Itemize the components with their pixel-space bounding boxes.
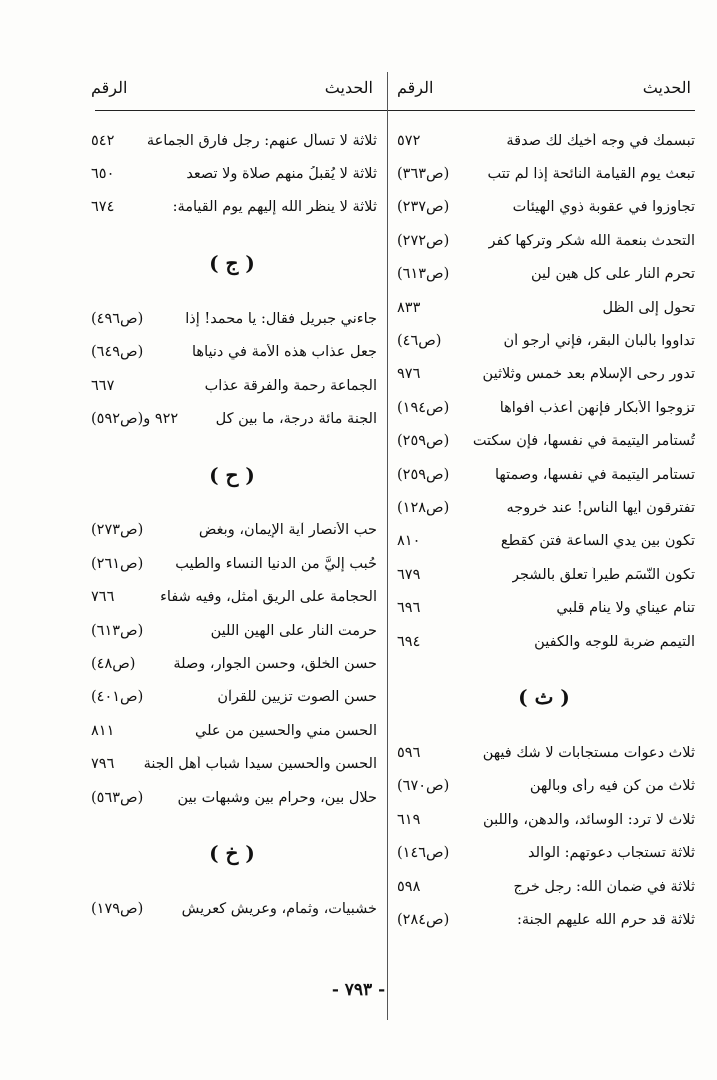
- number-header: الرقم: [397, 78, 434, 97]
- index-entry: جعل عذاب هذه الأمة في دنياها (ص٦٤٩): [91, 344, 377, 361]
- left-column: [87, 70, 377, 926]
- index-entry: تفترقون أيها الناس! عند خروجه (ص١٢٨): [397, 499, 695, 516]
- right-column-header: [393, 70, 695, 106]
- index-entry: تكون النَّسَم طيراً تعلق بالشجر ٦٧٩: [397, 566, 695, 583]
- index-entry: تحول إلى الظل ٨٣٣: [397, 299, 695, 316]
- index-entry: ثلاثة لا تسأل عنهم: رجل فارق الجماعة ٥٤٢: [91, 132, 377, 149]
- index-entry: حرمت النار على الهين اللين (ص٦١٣): [91, 622, 377, 639]
- index-entry: الحسن مني والحسين من علي ٨١١: [91, 722, 377, 739]
- left-column-entries: [87, 124, 377, 926]
- index-entry: خشبيات، وثمام، وعريش كعريش (ص١٧٩): [91, 900, 377, 917]
- page-number: - ٧٩٣ -: [331, 980, 386, 1000]
- index-entry: ثلاثة في ضمان الله: رجل خرج ٥٩٨: [397, 878, 695, 895]
- index-entry: تُستأمر اليتيمة في نفسها، فإن سكتت (ص٢٥٩): [397, 433, 695, 450]
- index-entry: تجاوزوا في عقوبة ذوي الهيئات (ص٢٣٧): [397, 199, 695, 216]
- index-entry: ثلاثة لا ينظر الله إليهم يوم القيامة: ٦٧٤: [91, 199, 377, 216]
- index-entry: تنام عيناي ولا ينام قلبي ٦٩٦: [397, 600, 695, 617]
- section-title-tha: ( ث ): [518, 685, 570, 710]
- hadith-header: الحديث: [324, 78, 373, 97]
- index-entry: تحرم النار على كل هين لين (ص٦١٣): [397, 266, 695, 283]
- index-entry: الجنة مائة درجة، ما بين كل ٩٢٢ و(ص٥٩٢): [91, 411, 377, 428]
- index-entry: التيمم ضربة للوجه والكفين ٦٩٤: [397, 633, 695, 650]
- index-entry: تكون بين يدي الساعة فتن كقطع ٨١٠: [397, 533, 695, 550]
- index-entry: تبسمك في وجه أخيك لك صدقة ٥٧٢: [397, 132, 695, 149]
- index-entry: التحدث بنعمة الله شكر وتركها كفر (ص٢٧٢): [397, 232, 695, 249]
- index-entry: تداووا بألبان البقر، فإني أرجو أن (ص٤٦): [397, 333, 695, 350]
- index-entry: ثلاث لا ترد: الوسائد، والدهن، واللبن ٦١٩: [397, 811, 695, 828]
- index-entry: الجماعة رحمة والفرقة عذاب ٦٦٧: [91, 377, 377, 394]
- right-column: [393, 70, 695, 937]
- index-entry: الحجامة على الريق أمثل، وفيه شفاء ٧٦٦: [91, 589, 377, 606]
- section-title-kha: ( خ ): [209, 841, 255, 866]
- index-entry: حُبب إليَّ من الدنيا النساء والطيب (ص٢٦١): [91, 555, 377, 572]
- index-entry: ثلاثة لا يُقبلُ منهم صلاة ولا تصعد ٦٥٠: [91, 166, 377, 183]
- index-entry: حسن الخلق، وحسن الجوار، وصلة (ص٤٨): [91, 655, 377, 672]
- section-title-jim: ( ج ): [209, 251, 255, 276]
- index-entry: حب الأنصار آية الإيمان، وبغض (ص٢٧٣): [91, 522, 377, 539]
- right-column-entries: [393, 124, 695, 937]
- index-entry: حسن الصوت تزيين للقرآن (ص٤٠١): [91, 689, 377, 706]
- column-divider: [387, 72, 388, 1020]
- index-entry: ثلاثة تستجاب دعوتهم: الوالد (ص١٤٦): [397, 845, 695, 862]
- index-entry: تدور رحى الإسلام بعد خمس وثلاثين ٩٧٦: [397, 366, 695, 383]
- index-entry: ثلاث من كن فيه رأى وبالهن (ص٦٧٠): [397, 778, 695, 795]
- index-entry: الحسن والحسين سيدا شباب أهل الجنة ٧٩٦: [91, 756, 377, 773]
- index-entry: تبعث يوم القيامة النائحة إذا لم تتب (ص٣٦٣): [397, 166, 695, 183]
- left-column-header: [87, 70, 377, 106]
- hadith-header: الحديث: [642, 78, 691, 97]
- index-entry: جاءني جبريل فقال: يا محمد! إذا (ص٤٩٦): [91, 310, 377, 327]
- index-entry: ثلاثة قد حرم الله عليهم الجنة: (ص٢٨٤): [397, 911, 695, 928]
- index-entry: ثلاث دعوات مستجابات لا شك فيهن ٥٩٦: [397, 744, 695, 761]
- section-title-ha: ( ح ): [209, 462, 255, 487]
- index-entry: تستأمر اليتيمة في نفسها، وصمتها (ص٢٥٩): [397, 466, 695, 483]
- index-entry: حلال بين، وحرام بين وشبهات بين (ص٥٦٣): [91, 789, 377, 806]
- number-header: الرقم: [91, 78, 128, 97]
- index-entry: تزوجوا الأبكار فإنهن أعذب أفواهاً (ص١٩٤): [397, 399, 695, 416]
